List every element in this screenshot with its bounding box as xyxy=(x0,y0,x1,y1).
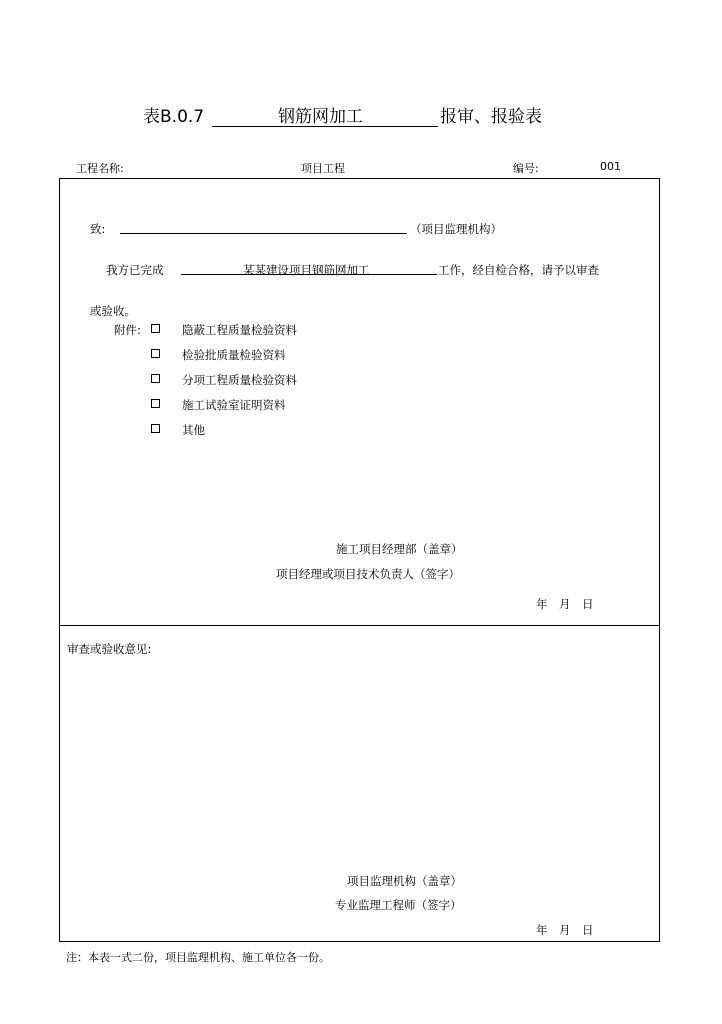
recipient-suffix: （项目监理机构） xyxy=(410,222,502,236)
title-underline xyxy=(212,126,438,127)
recipient-field[interactable] xyxy=(120,220,407,234)
attachment-item: 隐蔽工程质量检验资料 xyxy=(182,323,297,337)
completed-prefix: 我方已完成 xyxy=(106,263,164,277)
form-code: 表B.0.7 xyxy=(143,107,205,127)
project-name-label: 工程名称: xyxy=(76,162,124,175)
attachment-item: 检验批质量检验资料 xyxy=(182,348,286,362)
number-value: 001 xyxy=(600,160,621,173)
contractor-signature-label: 项目经理或项目技术负责人（签字） xyxy=(276,567,460,581)
attachment-item: 分项工程质量检验资料 xyxy=(182,373,297,387)
completed-suffix: 工作，经自检合格，请予以审查 xyxy=(438,263,599,277)
review-section xyxy=(59,625,660,942)
attachment-checkbox[interactable] xyxy=(151,349,160,358)
form-subject: 钢筋网加工 xyxy=(278,107,363,127)
attachment-checkbox[interactable] xyxy=(151,424,160,433)
attachment-item: 其他 xyxy=(182,423,205,437)
attachment-checkbox[interactable] xyxy=(151,374,160,383)
submission-section xyxy=(59,178,660,626)
number-label: 编号: xyxy=(513,162,539,175)
contractor-stamp-label: 施工项目经理部（盖章） xyxy=(336,542,463,556)
contractor-date: 年 月 日 xyxy=(536,597,594,611)
attachment-checkbox[interactable] xyxy=(151,324,160,333)
attachment-item: 施工试验室证明资料 xyxy=(182,398,286,412)
supervisor-stamp-label: 项目监理机构（盖章） xyxy=(347,874,462,888)
review-opinion-label: 审查或验收意见: xyxy=(67,642,152,656)
to-label: 致: xyxy=(90,222,106,236)
attachments-label: 附件: xyxy=(114,323,141,337)
supervisor-date: 年 月 日 xyxy=(536,923,594,937)
project-name-value: 项目工程 xyxy=(301,162,345,175)
form-type: 报审、报验表 xyxy=(440,107,542,127)
completed-work-value: 某某建设项目钢筋网加工 xyxy=(243,263,370,277)
attachment-checkbox[interactable] xyxy=(151,399,160,408)
supervisor-signature-label: 专业监理工程师（签字） xyxy=(335,898,462,912)
continuation-text: 或验收。 xyxy=(90,304,136,318)
footer-note: 注：本表一式二份，项目监理机构、施工单位各一份。 xyxy=(66,951,330,964)
